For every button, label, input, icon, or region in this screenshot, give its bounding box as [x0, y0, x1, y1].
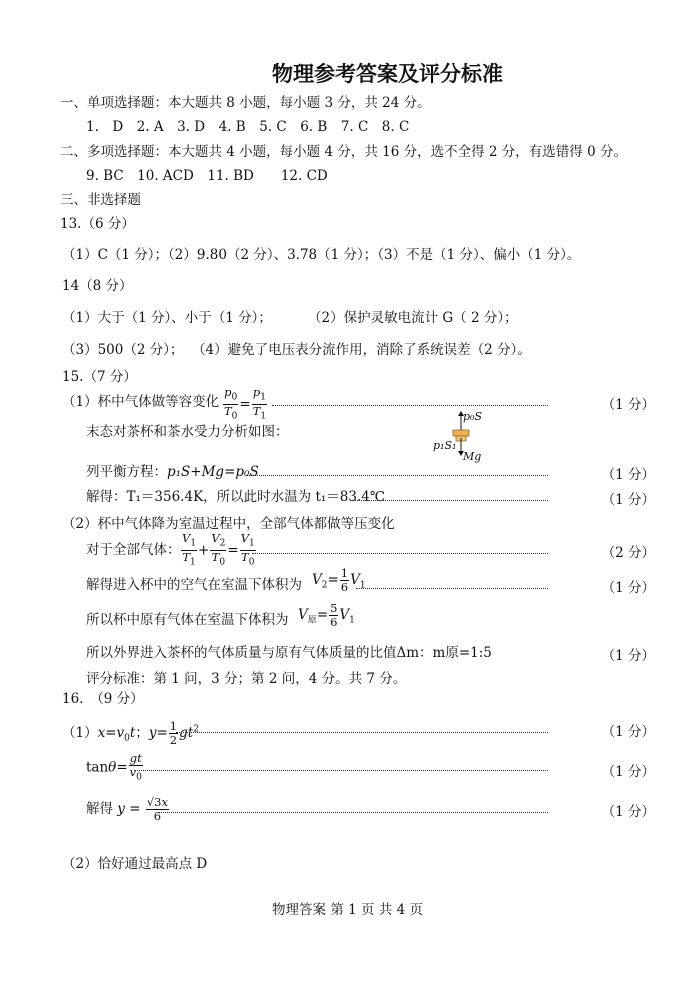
score: （1 分） — [601, 492, 655, 508]
score: （1 分） — [601, 764, 655, 780]
score: （1 分） — [601, 580, 655, 596]
q16-line-2: tanθ= $\frac{gt}{v_0}$ — [86, 751, 142, 783]
q14-answer-4: （4）避免了电压表分流作用，消除了系统误差（2 分）。 — [192, 342, 531, 358]
q15-grading-note: 评分标准：第 1 问，3 分；第 2 问，4 分。共 7 分。 — [86, 671, 407, 687]
q16-solution-label: 解得 — [86, 801, 113, 817]
q15-part1-equation: $\frac{p_0}{T_0}$ = $\frac{p_1}{T_1}$ — [224, 385, 267, 422]
q16-line-1: $(1)x=v_0t$；y= $\frac{1}{2}$ $gt^2$ — [62, 719, 199, 747]
q15-part1-text: （1）杯中气体做等容变化 — [62, 394, 220, 410]
q15-mass-ratio: 所以外界进入茶杯的气体质量与原有气体质量的比值Δm：m原=1:5 — [86, 645, 492, 661]
leader-dots — [352, 500, 548, 501]
section-2-heading: 二、多项选择题：本大题共 4 小题，每小题 4 分，共 16 分，选不全得 2 分，有选错得 0 分。 — [60, 144, 627, 160]
page-footer: 物理答案 第 1 页 共 4 页 — [272, 902, 423, 918]
force-label-mg: Mg — [463, 450, 482, 463]
score: （1 分） — [601, 724, 655, 740]
q15-all-gas-equation: $\frac{V_1}{T_1}$ + $\frac{V_2}{T_0}$ = $\frac{V_1}{T_0}$ — [182, 531, 255, 568]
q15-all-gas-text: 对于全部气体： — [86, 542, 181, 558]
q15-v2-equation: $V_2=$ $\frac{1}{6}$ $V_1$ — [312, 566, 366, 594]
force-label-p0s: p₀S — [463, 410, 482, 423]
q15-balance-label: 列平衡方程： — [86, 464, 167, 480]
leader-dots — [246, 475, 548, 476]
leader-dots — [356, 588, 548, 589]
leader-dots — [176, 732, 548, 733]
q15-balance-text — [86, 463, 259, 481]
q15-v2-text: 解得进入杯中的空气在室温下体积为 — [86, 577, 302, 593]
q14-heading: 14（8 分） — [62, 278, 133, 294]
q16-part2: （2）恰好通过最高点 D — [62, 856, 208, 872]
leader-dots — [134, 770, 548, 771]
q14-answer-1: （1）大于（1 分）、小于（1 分）； — [62, 310, 272, 326]
q15-heading: 15.（7 分） — [62, 369, 137, 385]
score: （1 分） — [601, 397, 655, 413]
q14-answer-2: （2）保护灵敏电流计 G（ 2 分）； — [308, 310, 518, 326]
q15-balance-equation: p₁S+Mg=p₀S — [167, 464, 259, 480]
force-label-p1s1: p₁S₁ — [433, 439, 457, 452]
section-1-answers: 1. D 2. A 3. D 4. B 5. C 6. B 7. C 8. C — [86, 119, 410, 135]
q15-original-volume-equation: $V_原=$ $\frac{5}{6}$ $V_1$ — [298, 601, 355, 629]
q15-force-analysis-text: 末态对茶杯和茶水受力分析如图： — [86, 424, 289, 440]
leader-dots — [272, 405, 548, 406]
section-2-answers: 9. BC 10. ACD 11. BD 12. CD — [86, 168, 328, 184]
section-3-heading: 三、非选择题 — [60, 192, 141, 208]
score: （1 分） — [601, 648, 655, 664]
q15-original-volume-text: 所以杯中原有气体在室温下体积为 — [86, 612, 289, 628]
q16-heading: 16. （9 分） — [62, 691, 144, 707]
score: （1 分） — [601, 467, 655, 483]
leader-dots — [252, 553, 548, 554]
section-1-heading: 一、单项选择题：本大题共 8 小题，每小题 3 分，共 24 分。 — [60, 95, 431, 111]
q13-answer: （1）C（1 分）；（2）9.80（2 分）、3.78（1 分）；（3）不是（1 分）、偏小（1 分）。 — [62, 247, 581, 263]
q15-part2-text: （2）杯中气体降为室温过程中，全部气体都做等压变化 — [62, 516, 395, 532]
q13-heading: 13.（6 分） — [60, 216, 135, 232]
q16-line-3: 解得 y = $\frac{√3x}{6}$ — [86, 795, 168, 823]
page-title: 物理参考答案及评分标准 — [272, 61, 503, 86]
q15-solution: 解得：T₁＝356.4K，所以此时水温为 t₁＝83.4℃ — [86, 489, 385, 505]
score: （1 分） — [601, 804, 655, 820]
leader-dots — [158, 812, 548, 813]
score: （2 分） — [601, 545, 655, 561]
q14-answer-3: （3）500（2 分）； — [62, 342, 184, 358]
